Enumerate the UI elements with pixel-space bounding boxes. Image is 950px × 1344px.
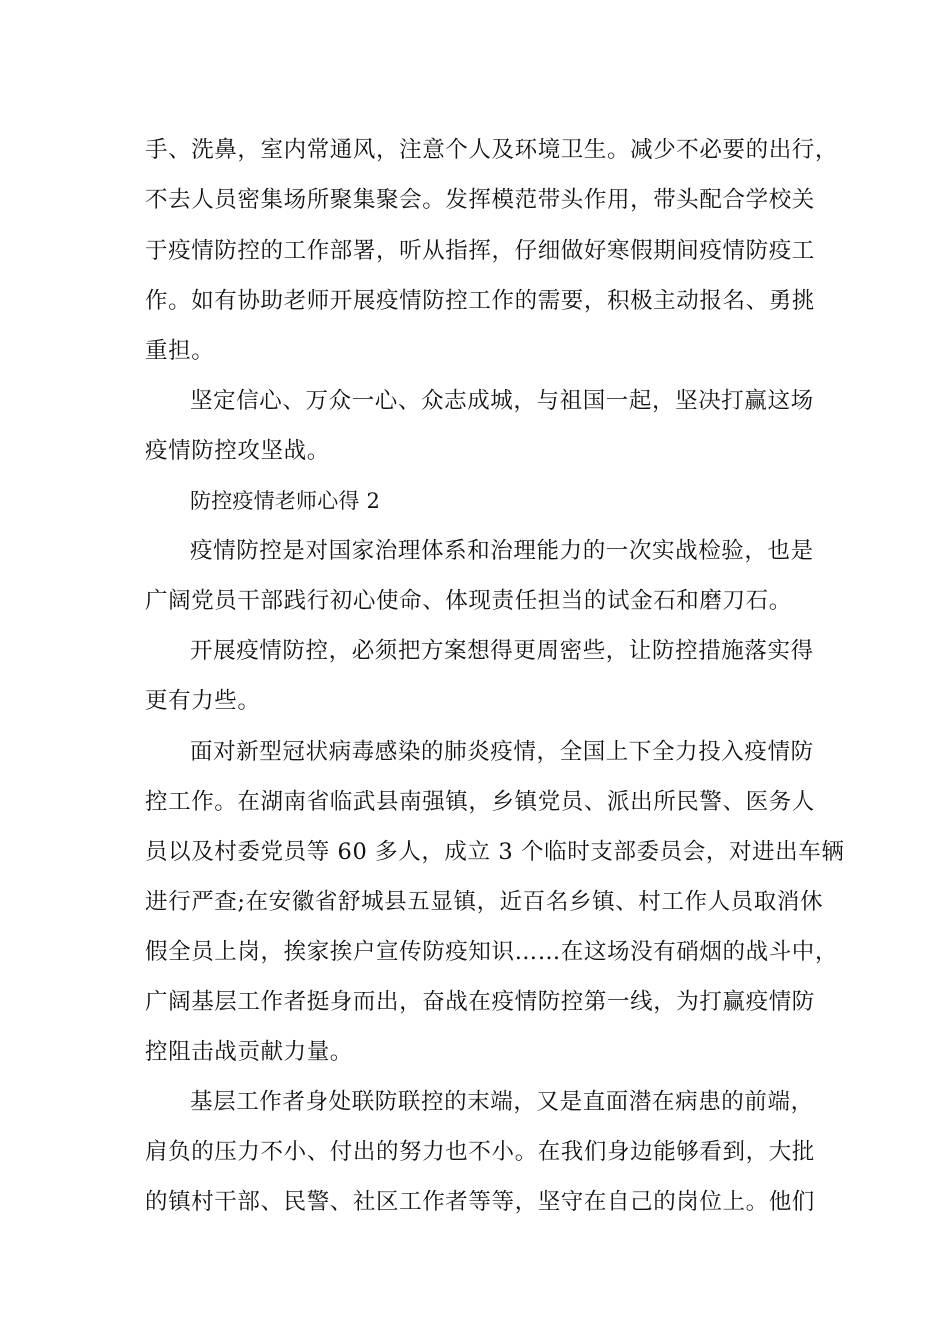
paragraph-line: 员以及村委党员等 60 多人，成立 3 个临时支部委员会，对进出车辆 (145, 839, 845, 865)
paragraph-line: 控阻击战贡献力量。 (145, 1039, 353, 1065)
paragraph-line: 作。如有协助老师开展疫情防控工作的需要，积极主动报名、勇挑 (145, 288, 815, 314)
paragraph-line: 假全员上岗，挨家挨户宣传防疫知识……在这场没有硝烟的战斗中， (145, 939, 839, 965)
paragraph-line: 重担。 (145, 338, 215, 364)
paragraph-line: 进行严查;在安徽省舒城县五显镇，近百名乡镇、村工作人员取消休 (145, 889, 824, 915)
paragraph-line: 手、洗鼻，室内常通风，注意个人及环境卫生。减少不必要的出行， (145, 137, 839, 163)
paragraph-line: 广阔基层工作者挺身而出，奋战在疫情防控第一线，为打赢疫情防 (145, 989, 815, 1015)
paragraph-line: 开展疫情防控，必须把方案想得更周密些，让防控措施落实得 (190, 638, 814, 664)
paragraph-line: 于疫情防控的工作部署，听从指挥，仔细做好寒假期间疫情防疫工 (145, 238, 815, 264)
paragraph-line: 的镇村干部、民警、社区工作者等等，坚守在自己的岗位上。他们 (145, 1189, 815, 1215)
section-heading: 防控疫情老师心得 2 (190, 489, 381, 513)
paragraph-line: 肩负的压力不小、付出的努力也不小。在我们身边能够看到，大批 (145, 1139, 815, 1165)
paragraph-line: 疫情防控是对国家治理体系和治理能力的一次实战检验，也是 (190, 538, 814, 564)
paragraph-line: 控工作。在湖南省临武县南强镇，乡镇党员、派出所民警、医务人 (145, 789, 815, 815)
paragraph-line: 不去人员密集场所聚集聚会。发挥模范带头作用，带头配合学校关 (145, 187, 815, 213)
paragraph-line: 疫情防控攻坚战。 (145, 438, 330, 464)
paragraph-line: 坚定信心、万众一心、众志成城，与祖国一起，坚决打赢这场 (190, 388, 814, 414)
paragraph-line: 更有力些。 (145, 688, 261, 714)
paragraph-line: 面对新型冠状病毒感染的肺炎疫情，全国上下全力投入疫情防 (190, 739, 814, 765)
paragraph-line: 基层工作者身处联防联控的末端，又是直面潜在病患的前端， (190, 1089, 814, 1115)
paragraph-line: 广阔党员干部践行初心使命、体现责任担当的试金石和磨刀石。 (145, 588, 792, 614)
